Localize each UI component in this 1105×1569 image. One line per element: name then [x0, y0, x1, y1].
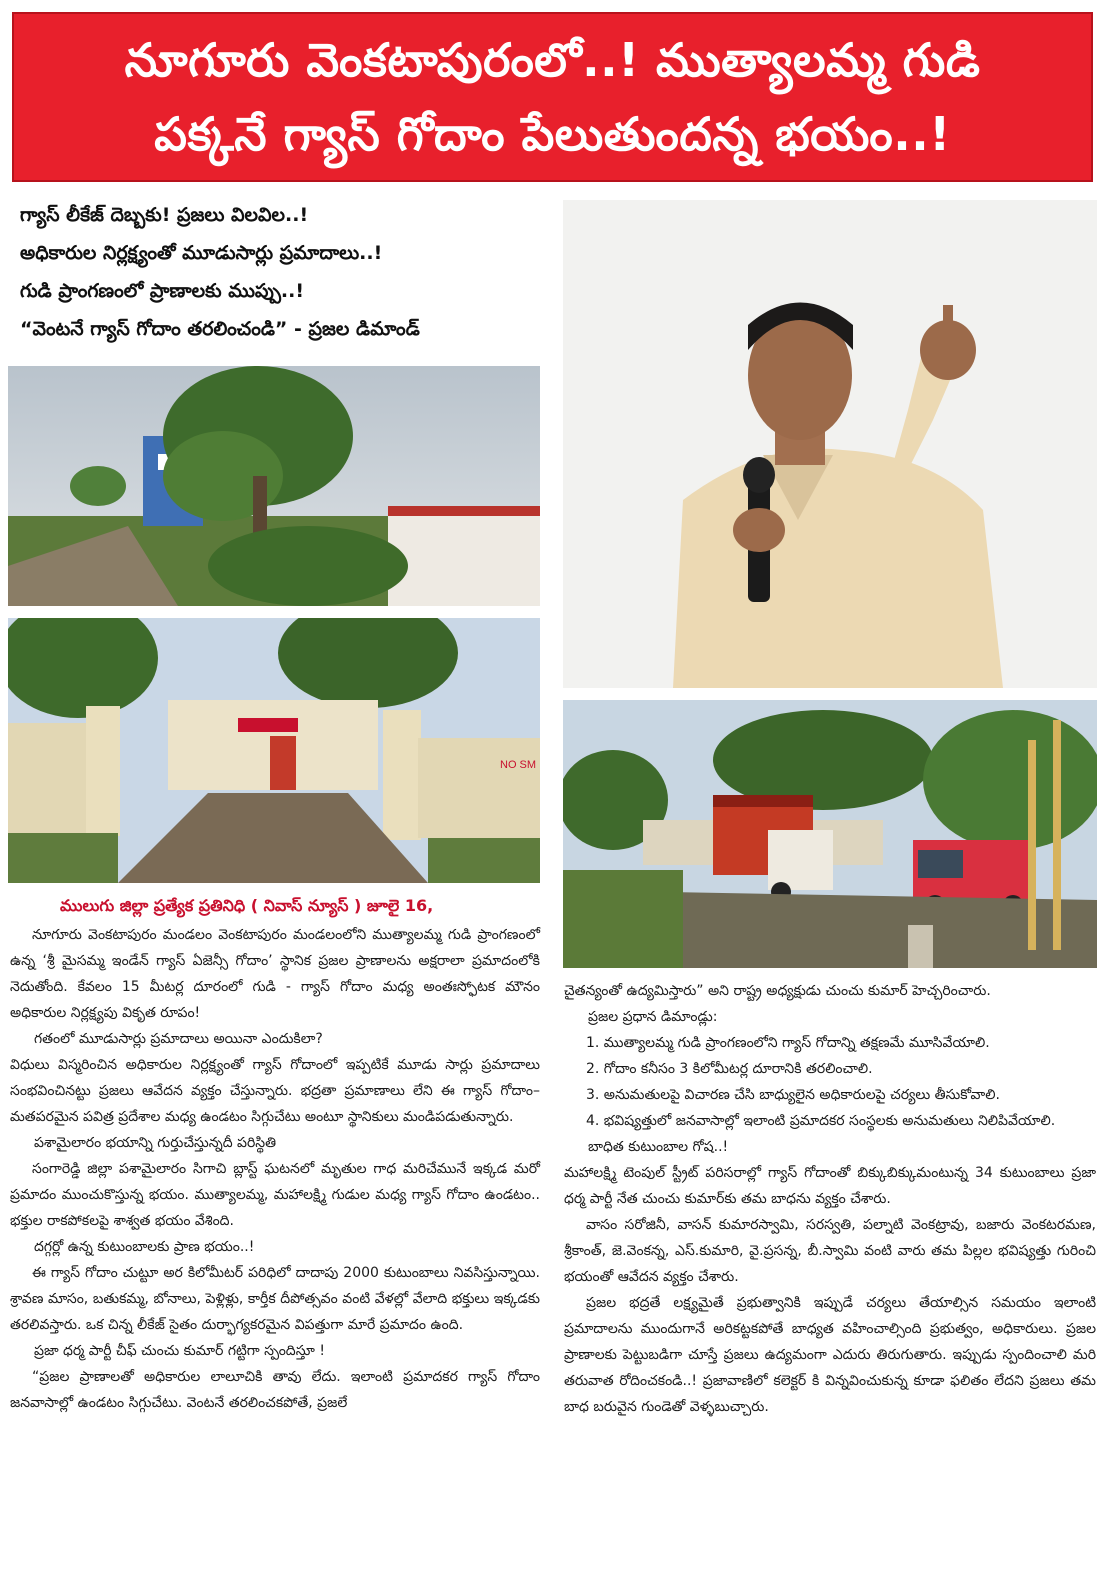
- article-paragraph: వాసం సరోజినీ, వాసన్ కుమారస్వామి, సరస్వతి, పల్నాటి వెంకట్రావు, బజారు వెంకటరమణ, శ్రీకాంత్, జె.వెంకన్న, ఎస్.కుమారి, వై.ప్రసన్న, బీ.స్వామి వంటి వారు తమ పిల్లల భవిష్యత్తు గురించి భయంతో ఆవేదన వ్యక్తం చేశారు.: [564, 1217, 1096, 1285]
- article-right-column: [564, 978, 1096, 1420]
- article-subheading: బాధిత కుటుంబాల గోష..!: [588, 1139, 729, 1155]
- article-paragraph: మహాలక్ష్మి టెంపుల్ స్ట్రీట్ పరిసరాల్లో గ్యాస్ గోదాంతో బిక్కుబిక్కుమంటున్న 34 కుటుంబాలు ప్రజా ధర్మ పార్టీ నేత చుంచు కుమార్‌కు తమ బాధను వ్యక్తం చేశారు.: [564, 1165, 1096, 1207]
- article-paragraph: సంగారెడ్డి జిల్లా పశామైలారం సిగాచి బ్లాస్ట్ ఘటనలో మృతుల గాధ మరిచేమునే ఇక్కడ మరో ప్రమాదం ముంచుకొస్తున్న భయం. ముత్యాలమ్మ, మహాలక్ష్మి గుడుల మధ్య గ్యాస్ గోదాం ఉండటం.. భక్తుల రాకపోకలపై శాశ్వత భయం వేశింది.: [10, 1161, 540, 1229]
- article-subheading: ప్రజా ధర్మ పార్టీ చీఫ్ చుంచు కుమార్ గట్టిగా స్పందిస్తూ !: [34, 1343, 325, 1359]
- article-paragraph: విధులు విస్మరించిన అధికారుల నిర్లక్ష్యంతో గ్యాస్ గోదాంలో ఇప్పటికే మూడు సార్లు ప్రమాదాలు సంభవించినట్టు ప్రజలు ఆవేదన వ్యక్తం చేస్తున్నారు. భద్రతా ప్రమాణాలు లేని ఈ గ్యాస్ గోదాం– మతపరమైన పవిత్ర ప్రదేశాల మధ్య ఉండటం సిగ్గుచేటు అంటూ స్థానికులు మండిపడుతున్నారు.: [10, 1057, 540, 1125]
- subheadline: గ్యాస్ లీకేజ్ దెబ్బకు! ప్రజలు విలవిల..!: [20, 204, 309, 226]
- article-subheading: దగ్గర్లో ఉన్న కుటుంబాలకు ప్రాణ భయం..!: [34, 1239, 255, 1255]
- subheadline: గుడి ప్రాంగణంలో ప్రాణాలకు ముప్పు..!: [20, 280, 305, 302]
- demand-item: 4. భవిష్యత్తులో జనవాసాల్లో ఇలాంటి ప్రమాదకర సంస్థలకు అనుమతులు నిలిపివేయాలి.: [586, 1113, 1056, 1129]
- article-left-column: [10, 922, 540, 1416]
- article-paragraph: నూగూరు వెంకటాపురం మండలం వెంకటాపురం మండలంలోని ముత్యాలమ్మ గుడి ప్రాంగణంలో ఉన్న ‘శ్రీ మైసమ్మ ఇండేన్ గ్యాస్ ఏజెన్సీ గోదాం’ స్థానిక ప్రజల ప్రాణాలను అక్షరాలా ప్రమాదంలోకి నెదుతోంది. కేవలం 15 మీటర్ల దూరంలో గుడి - గ్యాస్ గోదాం మధ్య అంతఃస్ఫోటక మౌనం అధికారుల నిర్లక్ష్యపు వికృత రూపం!: [10, 927, 540, 1021]
- godown-no-smoking-sign: NO SM: [500, 759, 537, 771]
- photo-gas-trucks: [563, 700, 1097, 968]
- article-paragraph: ప్రజల భద్రతే లక్ష్యమైతే ప్రభుత్వానికి ఇప్పుడే చర్యలు తేయాల్సిన సమయం ఇలాంటి ప్రమాదాలను ముందుగానే అరికట్టకపోతే బాధ్యత వహించాల్సింది ప్రభుత్వం, అధికారులు. ప్రజల ప్రాణాలకు పెట్టుబడిగా చూస్తే ప్రజలు ఉద్యమంగా ఎదురు తిరుగుతారు. ఇప్పుడు స్పందించాలి మరి తరువాత రోదించకండి..! ప్రజావాణిలో కలెక్టర్ కి విన్నవించుకున్న కూడా ఫలితం లేదని ప్రజలు తమ బాధ బరువైన గుండెతో వెళ్ళబుచ్చారు.: [564, 1295, 1096, 1415]
- article-subheading: పశామైలారం భయాన్ని గుర్తుచేస్తున్నదీ పరిస్థితి: [34, 1135, 277, 1151]
- headline-banner: [12, 12, 1093, 182]
- article-paragraph: ఈ గ్యాస్ గోదాం చుట్టూ అర కిలోమీటర్ పరిధిలో దాదాపు 2000 కుటుంబాలు నివసిస్తున్నాయి. శ్రావణ మాసం, బతుకమ్మ, బోనాలు, పెళ్లిళ్లు, కార్తీక దీపోత్సవం వంటి వేళల్లో వేలాది భక్తులు ఇక్కడకు తరలివస్తారు. ఒక చిన్న లీకేజ్ సైతం దుర్భాగ్యకరమైన విపత్తుగా మారే ప్రమాదం ఉంది.: [10, 1265, 540, 1333]
- photo-godown-gate: [8, 618, 540, 883]
- headline-line-2: పక్కనే గ్యాస్ గోదాం పేలుతుందన్న భయం..!: [154, 107, 951, 161]
- subheadlines: [20, 196, 550, 348]
- demand-item: 3. అనుమతులపై విచారణ చేసి బాధ్యులైన అధికారులపై చర్యలు తీసుకోవాలి.: [586, 1087, 1000, 1103]
- dateline-caption: ములుగు జిల్లా ప్రత్యేక ప్రతినిధి ( నివాస్ న్యూస్ ) జూలై 16,: [60, 896, 434, 915]
- demand-item: 1. ముత్యాలమ్మ గుడి ప్రాంగణంలోని గ్యాస్ గోదాన్ని తక్షణమే మూసివేయాలి.: [586, 1035, 990, 1051]
- subheadline: “వెంటనే గ్యాస్ గోదాం తరలించండి” - ప్రజల డిమాండ్: [20, 318, 420, 340]
- article-subheading: గతంలో మూడుసార్లు ప్రమాదాలు అయినా ఎందుకిలా?: [34, 1031, 323, 1047]
- article-paragraph: చైతన్యంతో ఉద్యమిస్తారు” అని రాష్ట్ర అధ్యక్షుడు చుంచు కుమార్ హెచ్చరించారు.: [564, 983, 991, 999]
- demands-heading: ప్రజల ప్రధాన డిమాండ్లు:: [588, 1009, 718, 1025]
- article-paragraph: “ప్రజల ప్రాణాలతో అధికారుల లాలూచికి తావు లేదు. ఇలాంటి ప్రమాదకర గ్యాస్ గోదాం జనవాసాల్లో ఉండటం సిగ్గుచేటు. వెంటనే తరలించకపోతే, ప్రజలే: [10, 1369, 540, 1411]
- subheadline: అధికారుల నిర్లక్ష్యంతో మూడుసార్లు ప్రమాదాలు..!: [20, 242, 383, 264]
- photo-temple-road: [8, 366, 540, 606]
- headline-line-1: నూగూరు వెంకటాపురంలో..! ముత్యాలమ్మ గుడి: [124, 33, 981, 87]
- demand-item: 2. గోదాం కనీసం 3 కిలోమీటర్ల దూరానికి తరలించాలి.: [586, 1061, 873, 1077]
- photo-speaker: [563, 200, 1097, 688]
